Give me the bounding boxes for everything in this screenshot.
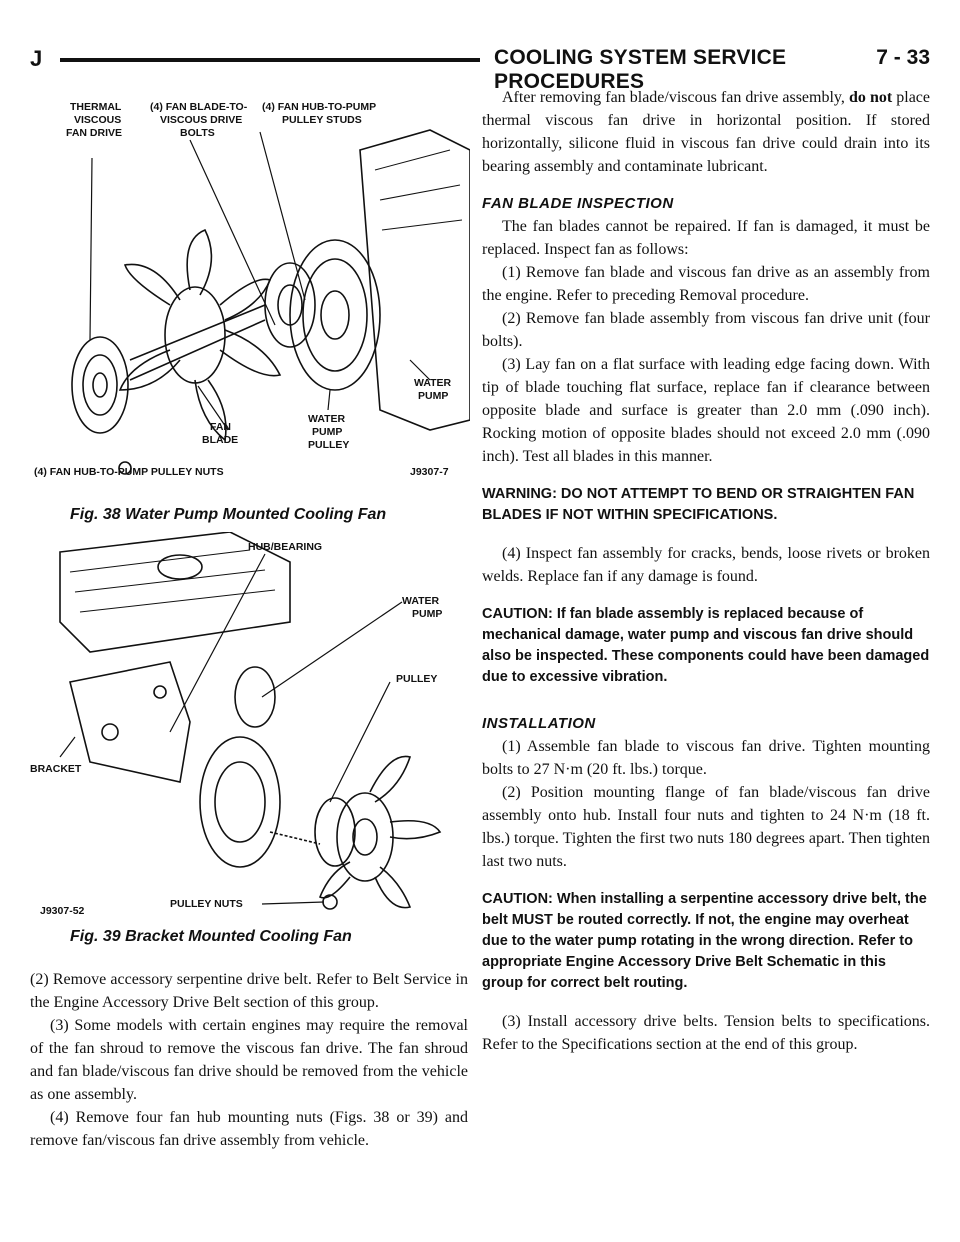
fig38-label: VISCOUS DRIVE — [160, 114, 243, 126]
fig39-code: J9307-52 — [40, 905, 85, 917]
fig39-label: HUB/BEARING — [248, 541, 323, 553]
fig38-label: PUMP — [312, 426, 343, 438]
fig39-water-pump — [235, 667, 275, 727]
step-paragraph: (4) Remove four fan hub mounting nuts (Figs. 38 or 39) and remove fan/viscous fan drive assembly from vehicle. — [30, 1109, 468, 1149]
inspection-step: (1) Remove fan blade and viscous fan drive as an assembly from the engine. Refer to preceding Removal procedure. — [482, 264, 930, 304]
fig39-bracket — [70, 662, 190, 782]
step-paragraph: (2) Remove accessory serpentine drive belt. Refer to Belt Service in the Engine Accessory Drive Belt section of this group. — [30, 971, 468, 1011]
fig38-fan-blade — [120, 230, 280, 440]
storage-note-text: After removing fan blade/viscous fan drive assembly, — [502, 89, 849, 106]
warning-note: WARNING: DO NOT ATTEMPT TO BEND OR STRAIGHTEN FAN BLADES IF NOT WITHIN SPECIFICATIONS. — [482, 486, 915, 523]
fig38-label: PULLEY STUDS — [282, 114, 362, 126]
inspection-step: (3) Lay fan on a flat surface with leading edge facing down. With tip of blade touching flat surface, replace fan if clearance between opposite blade and surface is greater than 2.0 mm (.090 inch). Rocking motion of opposite blades should not exceed 2.0 mm (.090 inch). Test all blades in this manner. — [482, 356, 930, 465]
left-column-text — [30, 968, 468, 1152]
fig39-label: PUMP — [412, 608, 443, 620]
inspection-step: (4) Inspect fan assembly for cracks, bends, loose rivets or broken welds. Replace fan if any damage is found. — [482, 545, 930, 585]
heading-fan-blade-inspection: FAN BLADE INSPECTION — [482, 195, 674, 212]
fig39-label: WATER — [402, 595, 440, 607]
fig39-pulley — [315, 798, 355, 866]
fig39-label: PULLEY — [396, 673, 438, 685]
caution-note: CAUTION: If fan blade assembly is replaced because of mechanical damage, water pump and viscous fan drive should also be inspected. These components could have been damaged due to excessive vibration. — [482, 606, 930, 685]
caution-note: CAUTION: When installing a serpentine accessory drive belt, the belt MUST be routed correctly. If not, the engine may overheat due to the water pump rotating in the wrong direction. Refer to appropriate Engine Accessory Drive Belt Schematic in this group for correct belt routing. — [482, 891, 927, 991]
fig38-label: THERMAL — [70, 101, 122, 113]
page-header — [30, 44, 930, 93]
fig38-label: BLADE — [202, 434, 239, 446]
installation-step: (2) Position mounting flange of fan blade/viscous fan drive assembly onto hub. Install four nuts and tighten to 24 N·m (18 ft. lbs.) torque. Tighten the first two nuts 180 degrees apart. Then tighten last two nuts. — [482, 784, 930, 870]
fig38-label: (4) FAN BLADE-TO- — [150, 101, 248, 113]
fig38-caption: Fig. 38 Water Pump Mounted Cooling Fan — [70, 506, 387, 523]
page-number: 7 - 33 — [876, 46, 930, 69]
section-letter: J — [30, 46, 43, 71]
page-title: COOLING SYSTEM SERVICE PROCEDURES — [494, 46, 787, 93]
fig38-label: PUMP — [418, 390, 449, 402]
fig38-label: BOLTS — [180, 127, 215, 139]
heading-installation: INSTALLATION — [482, 715, 596, 732]
fig39-illustration — [30, 532, 470, 922]
fig39-fan — [320, 756, 440, 907]
inspection-paragraph: The fan blades cannot be repaired. If fan is damaged, it must be replaced. Inspect fan as follows: — [482, 218, 930, 258]
fig39-label: PULLEY NUTS — [170, 898, 243, 910]
fig38-label: FAN — [210, 421, 231, 433]
fig38-label: VISCOUS — [74, 114, 122, 126]
figure-38 — [30, 90, 470, 524]
installation-step: (3) Install accessory drive belts. Tension belts to specifications. Refer to the Specifications section at the end of this group. — [482, 1013, 930, 1053]
fig38-code: J9307-7 — [410, 466, 449, 478]
do-not-emphasis: do not — [848, 89, 893, 106]
fig38-illustration — [30, 90, 470, 500]
fig39-label: BRACKET — [30, 763, 82, 775]
step-paragraph: (3) Some models with certain engines may require the removal of the fan shroud to remove the viscous fan drive. The fan shroud and fan blade/viscous fan drive should be removed from the vehicle as one assembly. — [30, 1017, 468, 1103]
fig38-viscous-drive — [72, 337, 128, 433]
right-column-text — [482, 86, 930, 1056]
fig39-caption: Fig. 39 Bracket Mounted Cooling Fan — [70, 928, 352, 945]
inspection-step: (2) Remove fan blade assembly from viscous fan drive unit (four bolts). — [482, 310, 930, 350]
fig38-label: (4) FAN HUB-TO-PUMP — [262, 101, 377, 113]
fig38-label: PULLEY — [308, 439, 350, 451]
installation-step: (1) Assemble fan blade to viscous fan drive. Tighten mounting bolts to 27 N·m (20 ft. lbs.) torque. — [482, 738, 930, 778]
fig39-nut — [323, 895, 337, 909]
storage-note-paragraph — [482, 86, 930, 178]
fig38-label: WATER — [414, 377, 452, 389]
fig38-label: FAN DRIVE — [66, 127, 123, 139]
header-rule — [60, 58, 480, 62]
fig38-label: (4) FAN HUB-TO-PUMP PULLEY NUTS — [34, 466, 224, 478]
fig38-label: WATER — [308, 413, 346, 425]
storage-note-text: place thermal viscous fan drive in horizontal position. If stored horizontally, silicone fluid in viscous fan drive could drain into its bearing assembly and contaminate lubricant. — [482, 89, 930, 175]
figure-39 — [30, 532, 470, 946]
